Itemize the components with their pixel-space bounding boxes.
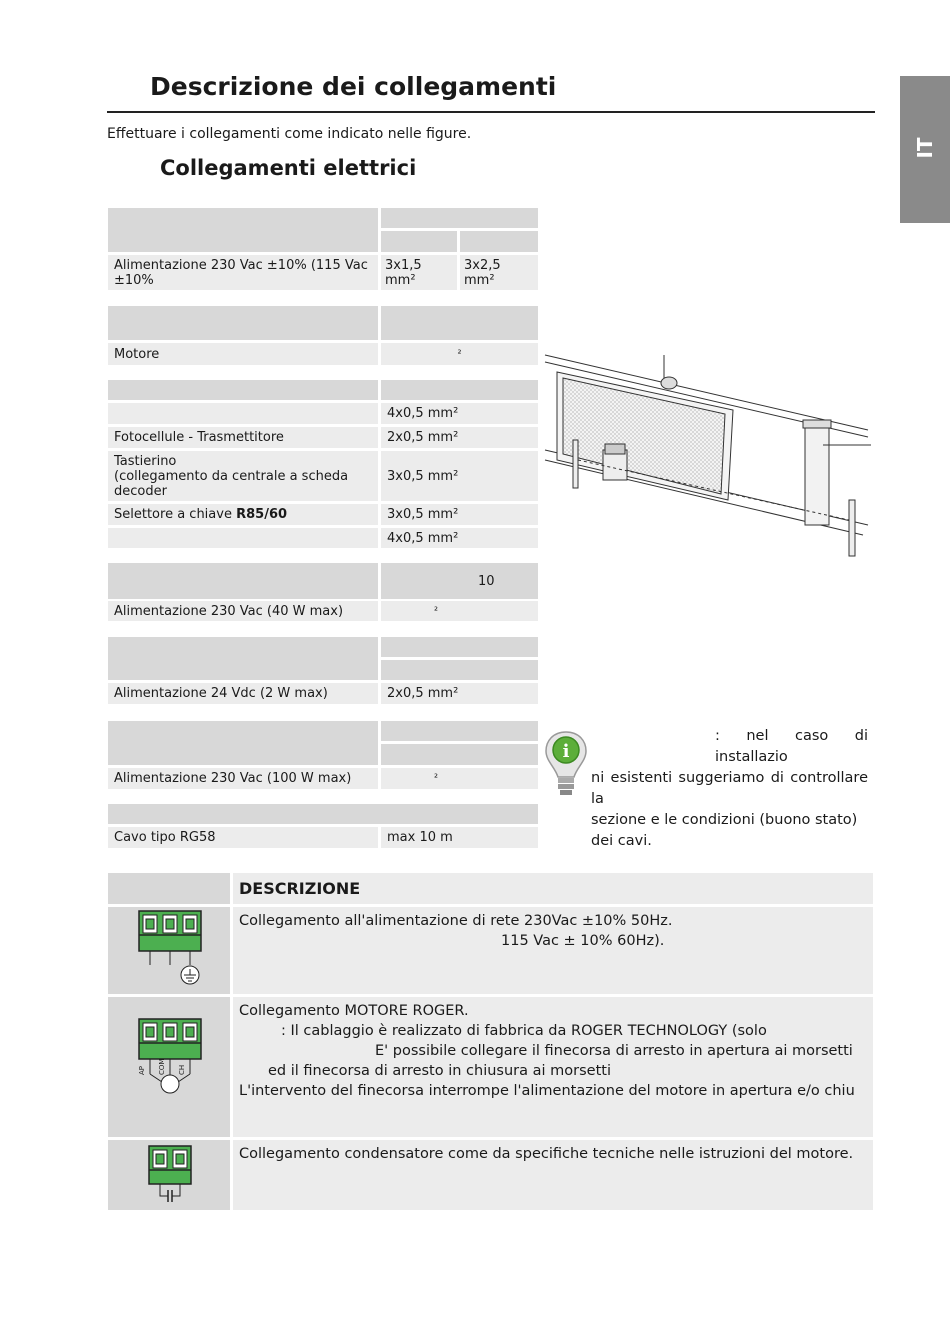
terminal-icon-cell [108, 997, 230, 1137]
keypad-label-line: Tastierino [114, 454, 177, 469]
language-tab-label: IT [913, 137, 937, 159]
table-header-cell [108, 637, 378, 680]
table-row-label [108, 504, 378, 525]
terminal-icon-cell [108, 907, 230, 994]
terminal-label-ap: AP [138, 1065, 146, 1075]
table-row-label: Alimentazione 230 Vac (40 W max) [108, 601, 378, 621]
table-header-cell: 10 [381, 563, 538, 599]
table-header-cell [381, 637, 538, 657]
table-row-value: 2x0,5 mm² [381, 427, 538, 448]
description-line: : Il cablaggio è realizzato di fabbrica da ROGER TECHNOLOGY (solo [281, 1023, 767, 1039]
table-header-cell [108, 804, 538, 824]
table-header-cell [381, 306, 538, 340]
table-row-label: Cavo tipo RG58 [108, 827, 378, 848]
title-divider [107, 111, 875, 113]
table-row-label: Alimentazione 230 Vac ±10% (115 Vac ±10% [108, 255, 378, 290]
table-header-cell [381, 721, 538, 741]
description-line: L'intervento del finecorsa interrompe l'alimentazione del motore in apertura e/o chiu [239, 1083, 855, 1099]
table-header-cell [381, 660, 538, 680]
table-row-value: 3x0,5 mm² [381, 451, 538, 501]
language-tab [900, 76, 950, 223]
table-row-value: 3x1,5 mm² [381, 255, 457, 290]
table-row-value: 3x0,5 mm² [381, 504, 538, 525]
table-row-label [108, 451, 378, 501]
table-header-cell [108, 563, 378, 599]
table-row-value: ² [381, 768, 538, 789]
info-bulb-icon [541, 729, 591, 799]
table-header-cell [381, 208, 538, 228]
table-header-cell [381, 231, 457, 252]
key-selector-model: R85/60 [236, 507, 288, 522]
note-line: sezione e le condizioni (buono stato) [591, 812, 858, 828]
description-line: Collegamento condensatore come da specifiche tecniche nelle istruzioni del motore. [239, 1146, 854, 1162]
table-row-label [108, 403, 378, 424]
svg-text:i: i [562, 741, 570, 762]
motor-terminal-3-pole-icon [108, 997, 230, 1137]
description-line: Collegamento all'alimentazione di rete 230Vac ±10% 50Hz. [239, 913, 673, 929]
power-terminal-3-pole-icon [108, 907, 230, 994]
terminal-icon-cell [108, 1140, 230, 1210]
terminal-table-header-cell [108, 873, 230, 904]
description-line: E' possibile collegare il finecorsa di arresto in apertura ai morsetti [375, 1043, 853, 1059]
note-line: ni esistenti suggeriamo di controllare la [591, 770, 868, 807]
table-header-cell [381, 744, 538, 765]
table-header-cell [381, 380, 538, 400]
terminal-description [233, 1140, 873, 1210]
table-row-value: ² [381, 343, 538, 365]
table-row-label: Fotocellule - Trasmettitore [108, 427, 378, 448]
capacitor-terminal-2-pole-icon [108, 1140, 230, 1210]
table-header-cell [460, 231, 538, 252]
table-row-value: ² [381, 601, 538, 621]
section-subtitle: Collegamenti elettrici [160, 156, 417, 180]
terminal-description [233, 997, 873, 1137]
description-line: ed il finecorsa di arresto in chiusura ai morsetti [268, 1063, 611, 1079]
note-line: dei cavi. [591, 833, 652, 849]
table-row-label: Motore [108, 343, 378, 365]
note-line: : nel caso di installazio [715, 728, 868, 765]
description-line: Collegamento MOTORE ROGER. [239, 1003, 469, 1019]
terminal-label-ch: CH [178, 1064, 186, 1075]
table-row-label: Alimentazione 230 Vac (100 W max) [108, 768, 378, 789]
table-row-value: 2x0,5 mm² [381, 683, 538, 704]
intro-text: Effettuare i collegamenti come indicato nelle figure. [107, 126, 472, 142]
terminal-description [233, 907, 873, 994]
table-row-value: max 10 m [381, 827, 538, 848]
keypad-label-line: decoder [114, 484, 167, 499]
table-row-value: 4x0,5 mm² [381, 528, 538, 548]
table-header-cell [108, 306, 378, 340]
terminal-table-header: DESCRIZIONE [233, 873, 873, 904]
table-row-value: 3x2,5 mm² [460, 255, 538, 290]
gate-installation-illustration [543, 350, 873, 565]
table-header-cell [108, 208, 378, 252]
cable-check-note [591, 726, 868, 852]
table-header-cell [108, 380, 378, 400]
terminal-label-com: COM [158, 1058, 166, 1075]
keypad-label-line: (collegamento da centrale a scheda [114, 469, 349, 484]
description-line: 115 Vac ± 10% 60Hz). [501, 933, 665, 949]
key-selector-label: Selettore a chiave [114, 507, 237, 522]
table-header-cell [108, 721, 378, 765]
table-row-label: Alimentazione 24 Vdc (2 W max) [108, 683, 378, 704]
page-title: Descrizione dei collegamenti [150, 72, 557, 101]
table-row-label [108, 528, 378, 548]
table-row-value: 4x0,5 mm² [381, 403, 538, 424]
